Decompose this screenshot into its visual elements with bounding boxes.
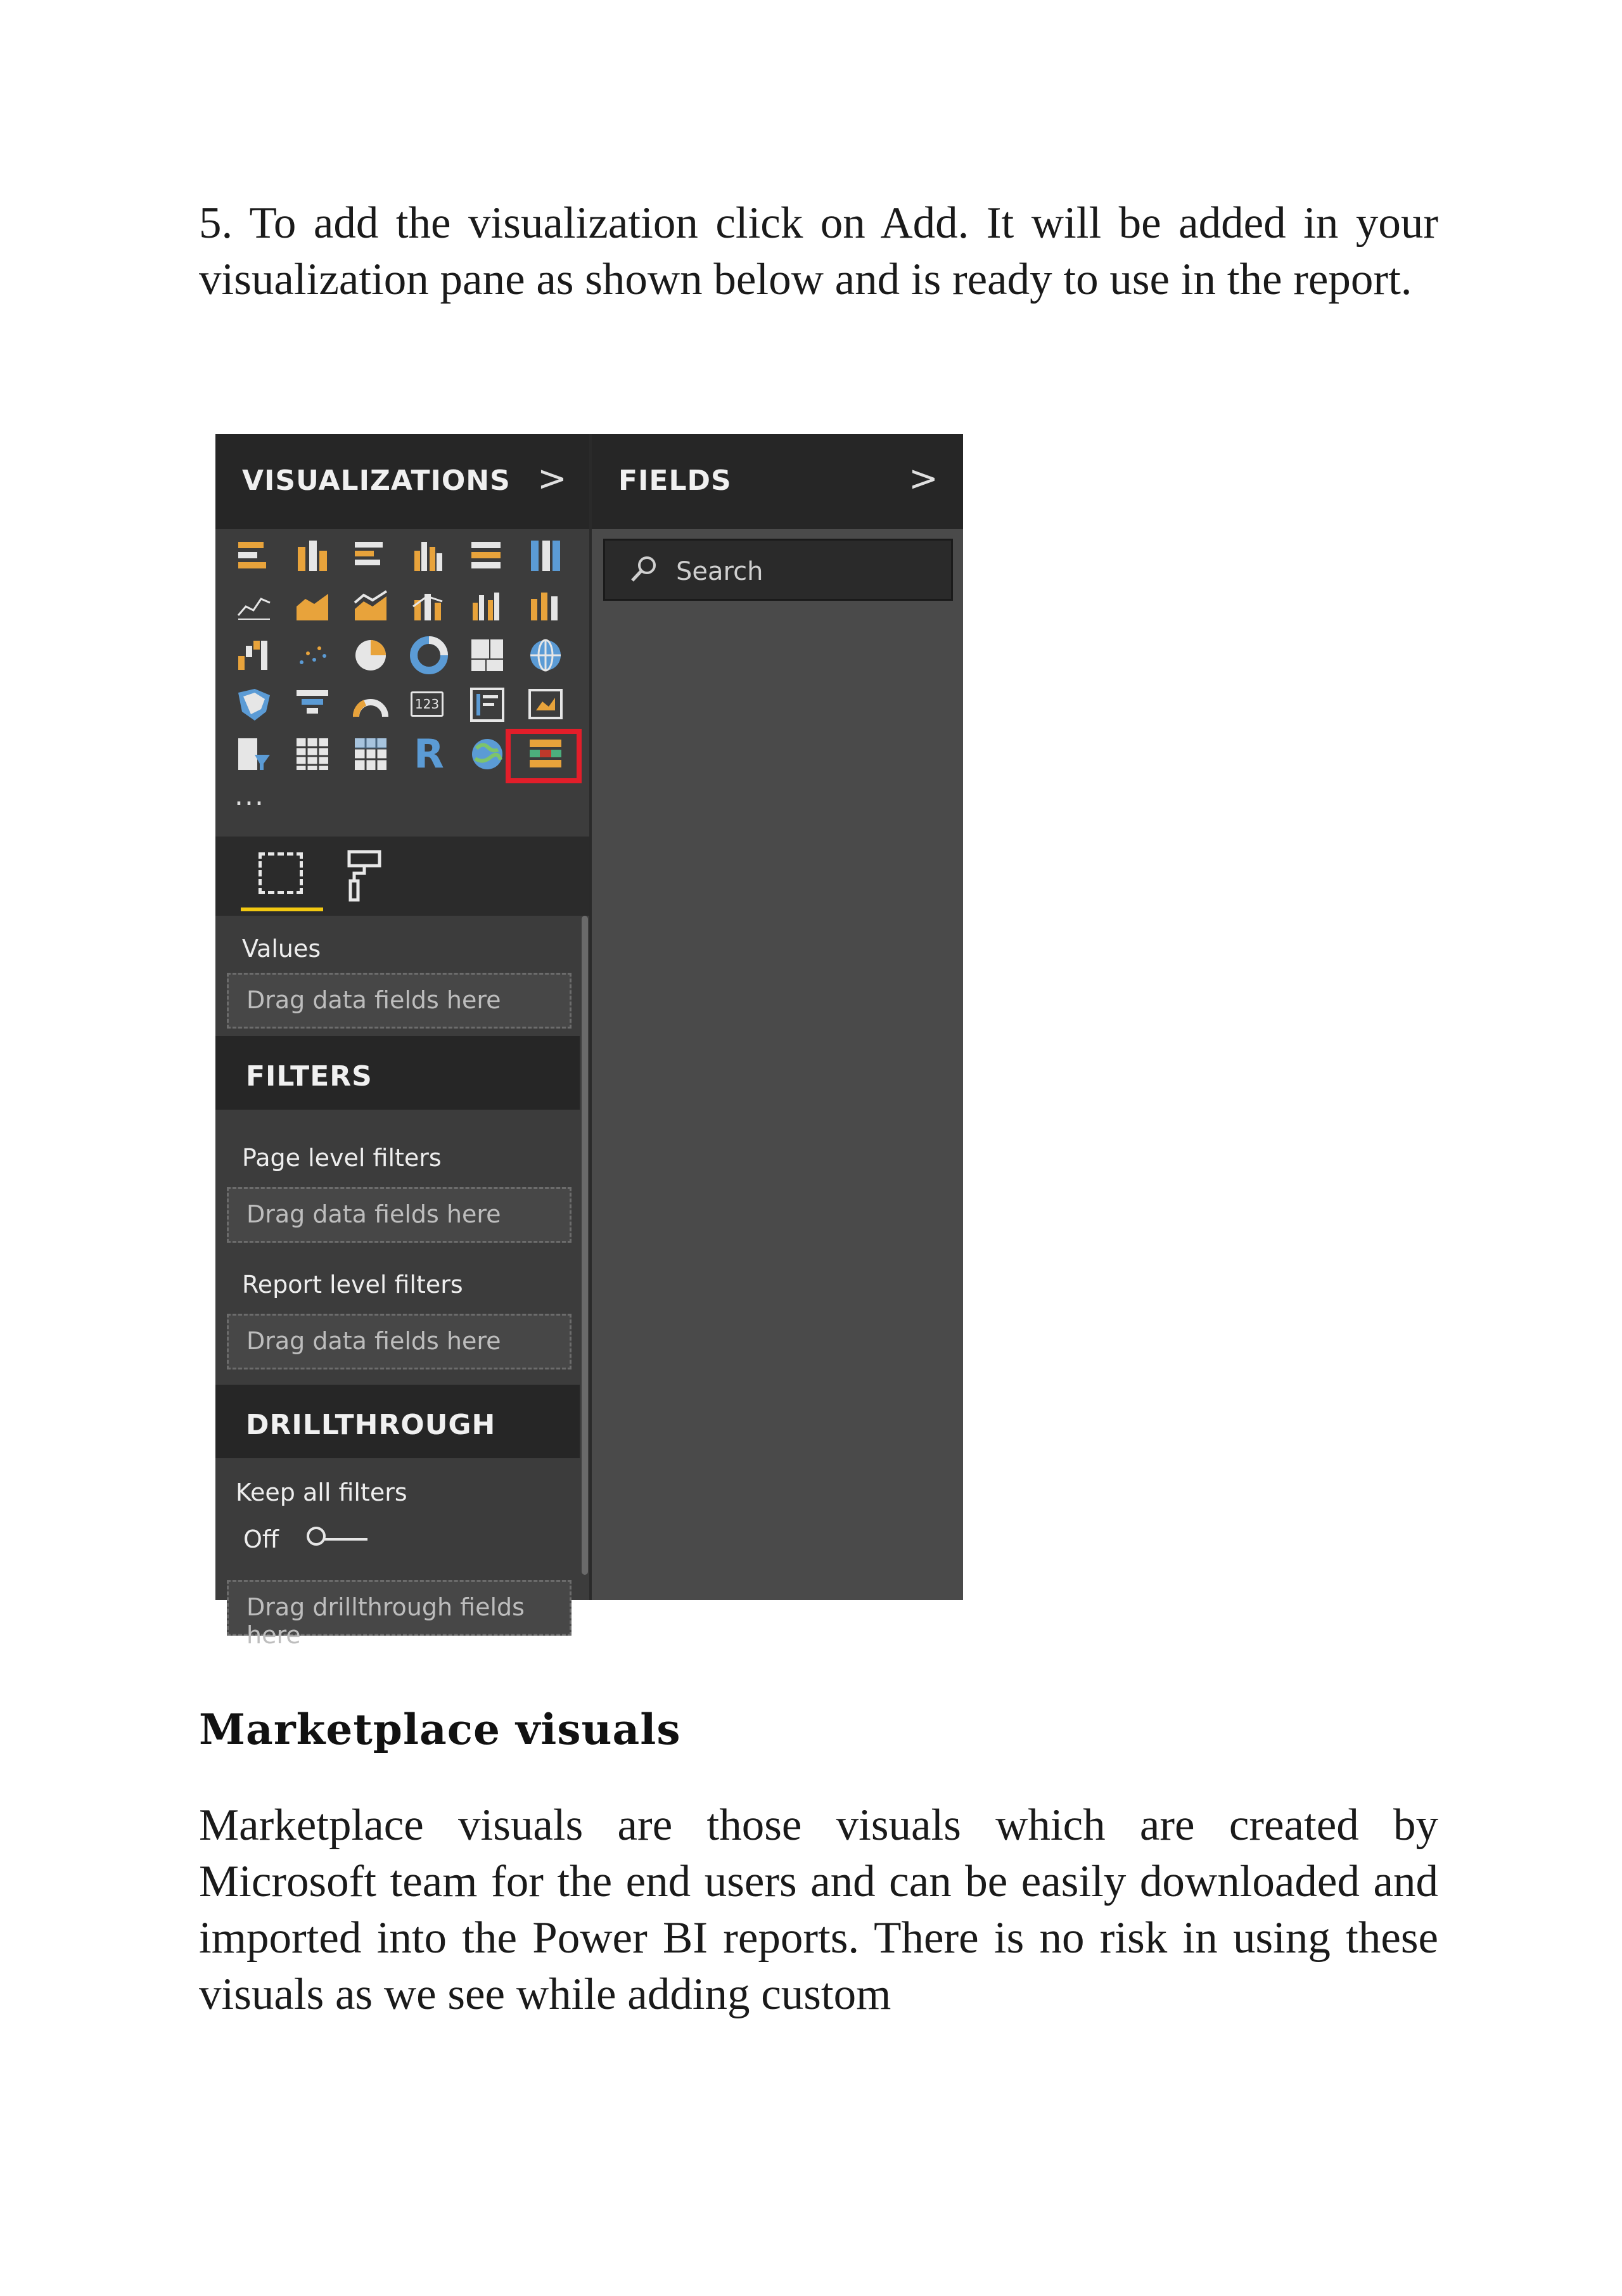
line-chart-icon[interactable] [236,587,272,624]
power-bi-panes-screenshot [215,434,963,1649]
map-icon[interactable] [527,637,564,674]
visual-icon-grid [229,536,584,777]
matrix-icon[interactable] [352,736,389,773]
stacked-bar-icon[interactable] [236,538,272,575]
filters-section-header [215,1036,580,1110]
funnel-icon[interactable] [294,686,331,723]
chevron-right-icon[interactable]: > [537,458,567,499]
clustered-bar-icon[interactable] [352,538,389,575]
line-clustered-column-icon[interactable] [469,587,506,624]
waterfall-icon[interactable] [236,637,272,674]
pie-chart-icon[interactable] [352,637,389,674]
selected-custom-visual-highlight [506,729,582,783]
treemap-icon[interactable] [469,637,506,674]
area-chart-icon[interactable] [294,587,331,624]
visualizations-body [215,916,580,1649]
marketplace-paragraph: Marketplace visuals are those visuals which are created by Microsoft team for the end users and can be easily downloaded and imported into the Power BI reports. There is no risk in using these visuals as we see while adding custom [199,1800,1438,2019]
drillthrough-section-header [215,1385,580,1458]
report-level-filters-label: Report level filters [242,1271,463,1299]
chevron-right-icon[interactable]: > [909,458,938,499]
search-placeholder: Search [676,557,763,586]
filled-map-icon[interactable] [236,686,272,723]
100-stacked-column-icon[interactable] [527,538,564,575]
visualizations-header [215,434,589,529]
gauge-icon[interactable] [352,686,389,723]
clustered-column-icon[interactable] [411,538,447,575]
values-label: Values [242,935,321,963]
drillthrough-drop-zone[interactable]: Drag drillthrough fields here [227,1580,572,1636]
keep-all-filters-label: Keep all filters [236,1478,407,1506]
fields-title: FIELDS [618,465,732,497]
kpi-icon[interactable] [527,686,564,723]
search-icon [629,555,658,584]
table-icon[interactable] [294,736,331,773]
stacked-column-icon[interactable] [294,538,331,575]
keep-filters-toggle-track[interactable] [322,1538,367,1541]
instruction-paragraph: 5. To add the visualization click on Add. It will be added in your visualization pane as shown below and is ready to use in the report. [199,198,1438,304]
filters-title: FILTERS [246,1060,373,1093]
keep-filters-toggle-knob[interactable] [307,1527,326,1546]
page-filters-drop-zone[interactable]: Drag data fields here [227,1187,572,1243]
r-visual-icon[interactable]: R [414,731,444,777]
report-filters-drop-zone[interactable]: Drag data fields here [227,1314,572,1369]
active-tab-underline [241,907,323,911]
page-level-filters-label: Page level filters [242,1144,442,1172]
slicer-icon[interactable] [236,736,272,773]
fields-header [592,434,963,529]
toggle-state-label: Off [243,1525,279,1553]
fields-tab-icon[interactable] [259,852,303,894]
line-stacked-column-icon[interactable] [411,587,447,624]
visualizations-title: VISUALIZATIONS [242,465,511,497]
ribbon-chart-icon[interactable] [527,587,564,624]
stacked-area-icon[interactable] [352,587,389,624]
pane-tab-bar [215,837,589,916]
fields-pane [592,434,963,1600]
card-icon[interactable]: 123 [411,691,444,717]
donut-chart-icon[interactable] [411,637,447,674]
values-drop-zone[interactable]: Drag data fields here [227,973,572,1029]
visualizations-scrollbar[interactable] [582,916,588,1575]
multi-row-card-icon[interactable] [469,686,506,723]
drillthrough-title: DRILLTHROUGH [246,1409,496,1441]
arcgis-icon[interactable] [469,736,506,773]
100-stacked-bar-icon[interactable] [469,538,506,575]
fields-search-input[interactable] [603,539,953,601]
visualizations-pane [215,434,589,1649]
format-paint-roller-icon[interactable] [345,848,383,904]
scatter-icon[interactable] [294,637,331,674]
more-visuals-icon[interactable]: ... [234,779,265,812]
section-heading: Marketplace visuals [199,1705,681,1754]
